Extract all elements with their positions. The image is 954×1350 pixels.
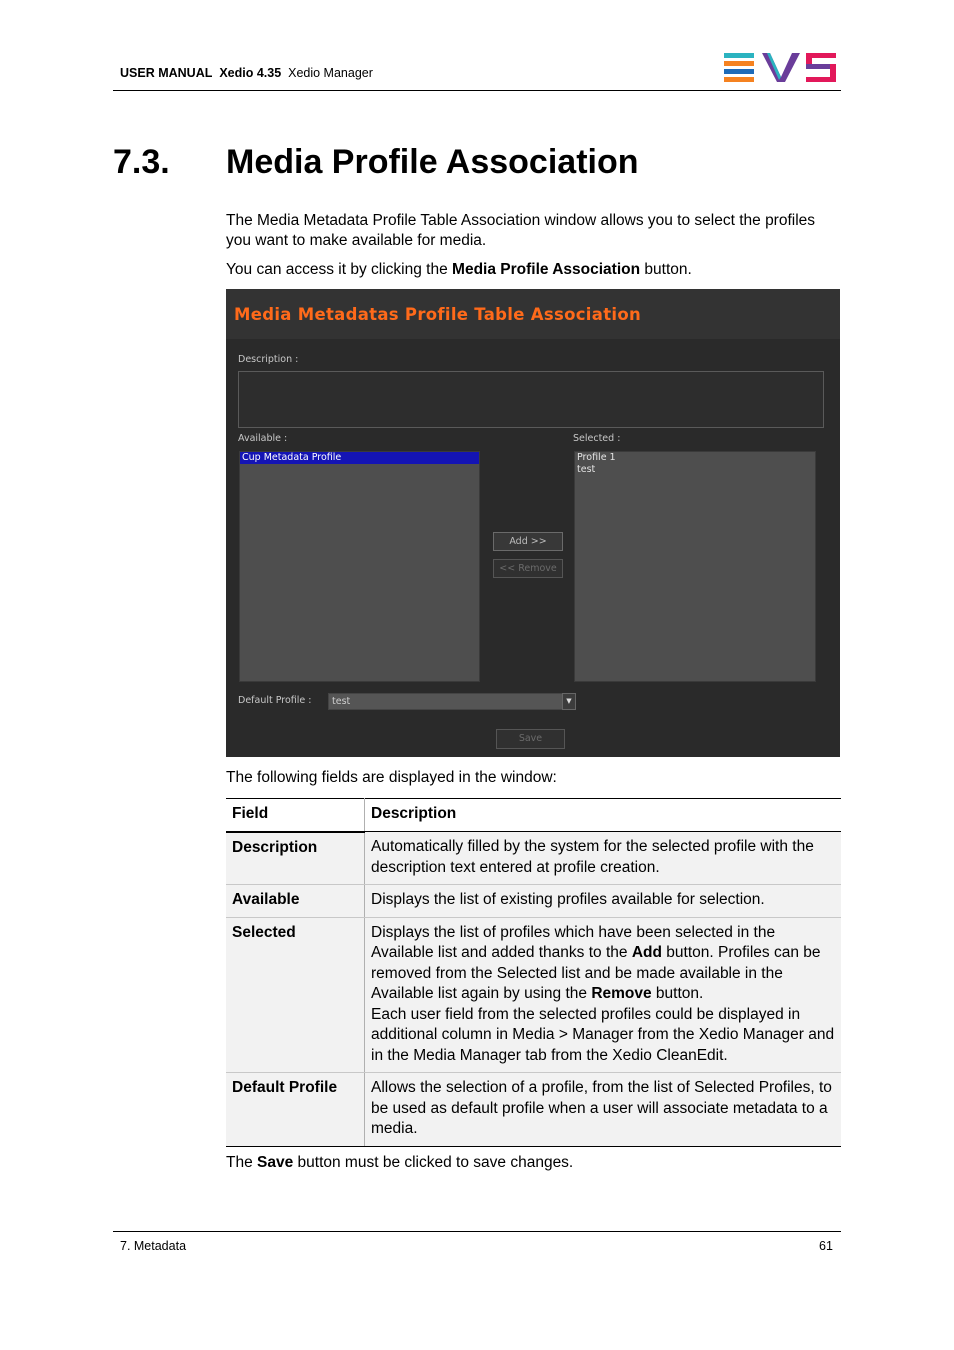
field-description: Allows the selection of a profile, from the list of Selected Profiles, to be used as default profile when a user will associate metadata to a media. xyxy=(365,1073,842,1147)
selected-label: Selected : xyxy=(573,433,621,444)
description-label: Description : xyxy=(238,354,299,365)
default-profile-select[interactable]: test xyxy=(328,693,564,710)
footer-chapter: 7. Metadata xyxy=(120,1239,187,1253)
selected-item[interactable]: Profile 1 xyxy=(577,452,616,463)
column-header-description: Description xyxy=(365,799,842,832)
running-header xyxy=(120,66,373,81)
field-name: Available xyxy=(226,885,365,918)
table-row xyxy=(226,885,841,918)
page-number: 61 xyxy=(819,1239,833,1253)
field-name: Description xyxy=(226,832,365,885)
table-row xyxy=(226,1073,841,1147)
selected-list[interactable] xyxy=(574,451,816,682)
add-button[interactable]: Add >> xyxy=(493,532,563,551)
footer-rule xyxy=(113,1231,841,1232)
section-title: Media Profile Association xyxy=(226,143,639,181)
header-product: Xedio 4.35 xyxy=(219,66,282,80)
fields-table xyxy=(226,798,841,1147)
closing-paragraph: The Save button must be clicked to save changes. xyxy=(226,1154,574,1171)
field-description: Displays the list of profiles which have been selected in the Available list and added thanks to the Add button. Profiles can be removed from the Selected list and be made available in the Available list again by using the Remove button. Each user field from the selected profiles could be displayed in additional column in Media > Manager from the Xedio Manager and in the Media Manager tab from the Xedio CleanEdit. xyxy=(365,917,842,1073)
intro-paragraph: The Media Metadata Profile Table Association window allows you to select the profiles you want to make available for media. xyxy=(226,212,816,249)
remove-button[interactable]: << Remove xyxy=(493,559,563,578)
field-name: Default Profile xyxy=(226,1073,365,1147)
window-title: Media Metadatas Profile Table Association xyxy=(234,305,642,324)
field-description: Displays the list of existing profiles available for selection. xyxy=(365,885,842,918)
field-description: Automatically filled by the system for the selected profile with the description text entered at profile creation. xyxy=(365,832,842,885)
available-list[interactable] xyxy=(239,451,480,682)
selected-item[interactable]: test xyxy=(577,464,596,475)
evs-logo xyxy=(724,53,836,83)
table-row xyxy=(226,917,841,1073)
column-header-field: Field xyxy=(226,799,365,832)
table-header-row xyxy=(226,799,841,832)
section-number: 7.3. xyxy=(113,143,170,181)
save-ref: Save xyxy=(257,1154,294,1171)
chevron-down-icon[interactable]: ▼ xyxy=(562,693,576,710)
available-label: Available : xyxy=(238,433,288,444)
header-rule xyxy=(113,90,841,91)
header-section: Xedio Manager xyxy=(288,66,373,80)
media-profile-association-ref: Media Profile Association xyxy=(452,261,641,278)
description-field[interactable] xyxy=(238,371,824,428)
access-paragraph: You can access it by clicking the Media Profile Association button. xyxy=(226,261,692,278)
profile-association-window xyxy=(226,289,840,757)
header-manual: USER MANUAL xyxy=(120,66,213,80)
default-profile-label: Default Profile : xyxy=(238,695,312,706)
available-item[interactable]: Cup Metadata Profile xyxy=(240,452,479,464)
table-row xyxy=(226,832,841,885)
field-name: Selected xyxy=(226,917,365,1073)
fields-intro: The following fields are displayed in the window: xyxy=(226,769,557,786)
save-button[interactable]: Save xyxy=(496,729,565,749)
